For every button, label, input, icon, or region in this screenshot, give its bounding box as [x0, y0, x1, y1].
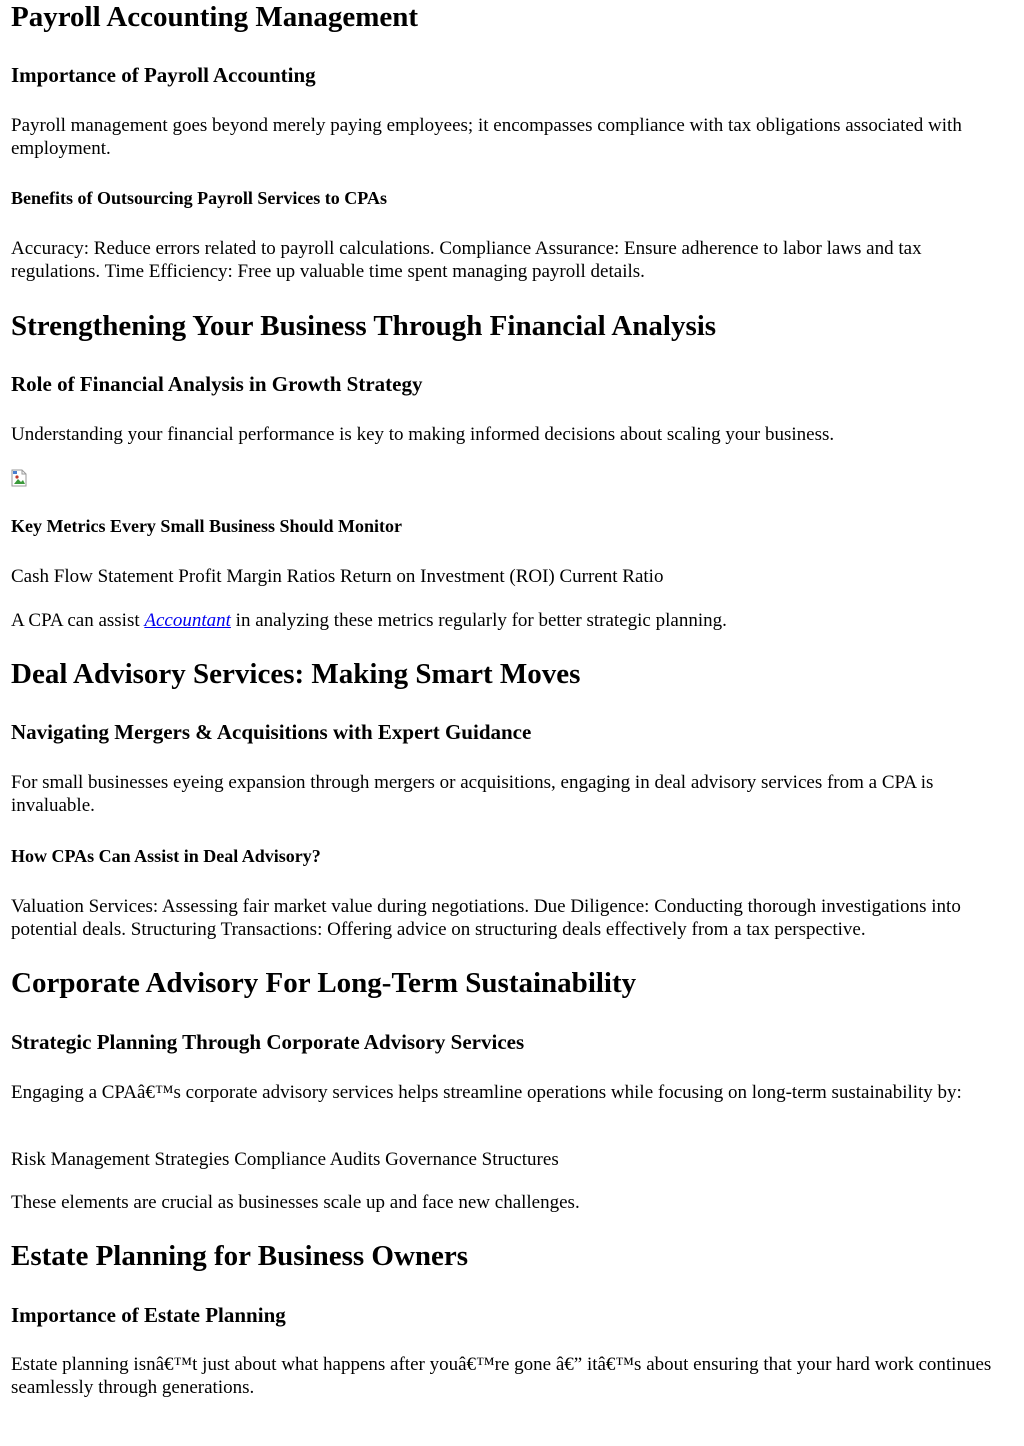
- paragraph-financial-performance: Understanding your financial performance is key to making informed decisions about scaling your business.: [11, 424, 835, 445]
- cpa-assist-suffix: in analyzing these metrics regularly for better strategic planning.: [230, 610, 727, 631]
- broken-image-icon: [11, 469, 31, 487]
- paragraph-scale-challenges: These elements are crucial as businesses scale up and face new challenges.: [11, 1192, 580, 1213]
- heading-deal-advisory: Deal Advisory Services: Making Smart Moves: [11, 658, 581, 690]
- paragraph-payroll-importance: Payroll management goes beyond merely paying employees; it encompasses compliance with tax obligations associated with employment.: [11, 115, 962, 159]
- paragraph-estate-planning: Estate planning isnâ€™t just about what happens after youâ€™re gone â€” itâ€™s about ensuring that your hard work continues seamlessly through generations.: [11, 1354, 992, 1398]
- subheading-strategic-planning: Strategic Planning Through Corporate Advisory Services: [11, 1030, 525, 1054]
- paragraph-deal-advisory: For small businesses eyeing expansion through mergers or acquisitions, engaging in deal advisory services from a CPA is invaluable.: [11, 772, 934, 816]
- paragraph-risk-management-list: Risk Management Strategies Compliance Audits Governance Structures: [11, 1149, 559, 1170]
- subheading-importance-estate-planning: Importance of Estate Planning: [11, 1303, 286, 1327]
- paragraph-cpa-assist: [11, 609, 727, 632]
- paragraph-deal-advisory-services: Valuation Services: Assessing fair market value during negotiations. Due Diligence: Conducting thorough investigations into potential deals. Structuring Transactions: Offering advice on structuring deals effectively from a tax perspective.: [11, 896, 961, 940]
- paragraph-corporate-advisory: Engaging a CPAâ€™s corporate advisory services helps streamline operations while focusing on long-term sustainability by:: [11, 1082, 962, 1103]
- cpa-assist-prefix: A CPA can assist: [11, 610, 145, 631]
- heading-estate-planning: Estate Planning for Business Owners: [11, 1240, 469, 1272]
- subheading-key-metrics: Key Metrics Every Small Business Should Monitor: [11, 516, 402, 536]
- subheading-role-financial-analysis: Role of Financial Analysis in Growth Strategy: [11, 372, 423, 396]
- heading-payroll-accounting: Payroll Accounting Management: [11, 1, 419, 33]
- subheading-how-cpas-assist: How CPAs Can Assist in Deal Advisory?: [11, 846, 321, 866]
- subheading-importance-payroll: Importance of Payroll Accounting: [11, 63, 316, 87]
- accountant-link[interactable]: Accountant: [144, 610, 231, 631]
- heading-corporate-advisory: Corporate Advisory For Long-Term Sustainability: [11, 967, 637, 999]
- heading-financial-analysis: Strengthening Your Business Through Financial Analysis: [11, 310, 717, 342]
- paragraph-key-metrics: Cash Flow Statement Profit Margin Ratios Return on Investment (ROI) Current Ratio: [11, 566, 664, 587]
- subheading-benefits-outsourcing: Benefits of Outsourcing Payroll Services to CPAs: [11, 188, 387, 208]
- subheading-mergers-acquisitions: Navigating Mergers & Acquisitions with Expert Guidance: [11, 720, 532, 744]
- paragraph-benefits-outsourcing: Accuracy: Reduce errors related to payroll calculations. Compliance Assurance: Ensure adherence to labor laws and tax regulations. Time Efficiency: Free up valuable time spent managing payroll details.: [11, 238, 922, 282]
